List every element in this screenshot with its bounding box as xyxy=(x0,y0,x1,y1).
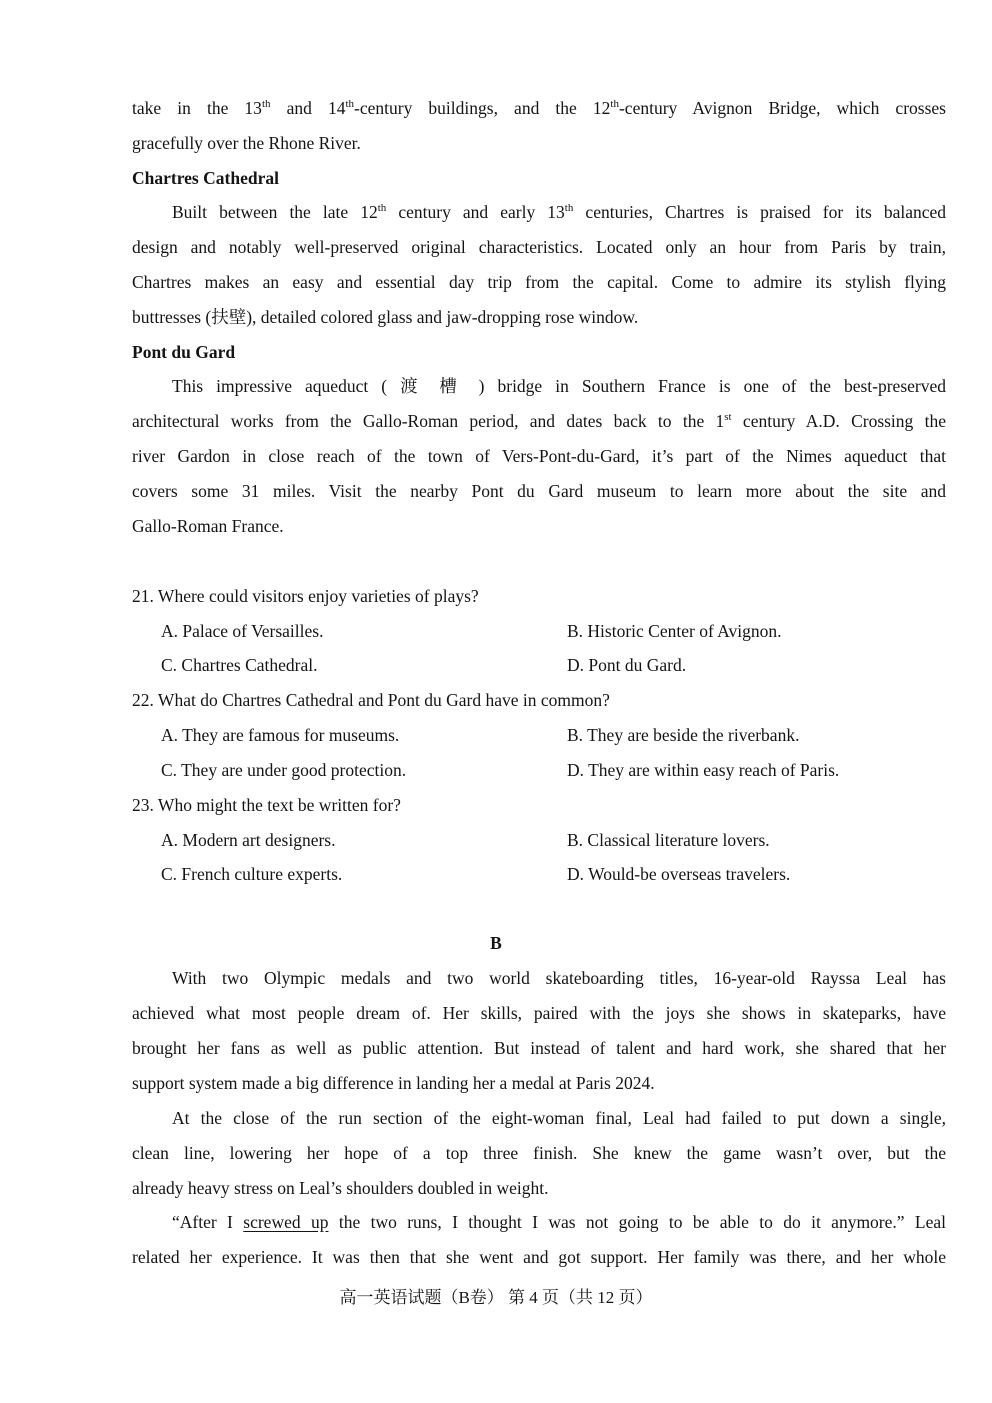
pont-line xyxy=(132,410,946,432)
chartres-line xyxy=(172,201,946,223)
text-run: century A.D. Crossing the xyxy=(731,411,946,431)
option-d: D. They are within easy reach of Paris. xyxy=(567,760,840,780)
text-run: Built between the late 12 xyxy=(172,202,378,222)
passage-b-line: support system made a big difference in landing her a medal at Paris 2024. xyxy=(132,1073,655,1093)
passage-a-line: gracefully over the Rhone River. xyxy=(132,133,361,153)
option-c: C. They are under good protection. xyxy=(161,760,407,780)
option-b: B. Classical literature lovers. xyxy=(567,830,770,850)
text-run: century and early 13 xyxy=(386,202,565,222)
pont-line: This impressive aqueduct ( 渡 槽 ) bridge in Southern France is one of the best-preserved xyxy=(172,376,946,396)
option-c: C. French culture experts. xyxy=(161,864,343,884)
superscript: th xyxy=(610,98,619,111)
underlined-phrase: screwed up xyxy=(243,1212,329,1232)
text-run: -century Avignon Bridge, which crosses xyxy=(618,98,946,118)
pont-line: covers some 31 miles. Visit the nearby Pont du Gard museum to learn more about the site and xyxy=(132,481,946,501)
option-a: A. They are famous for museums. xyxy=(161,725,400,745)
text-run: -century buildings, and the 12 xyxy=(354,98,611,118)
option-b: B. They are beside the riverbank. xyxy=(567,725,800,745)
option-d: D. Pont du Gard. xyxy=(567,655,687,675)
passage-b-line: achieved what most people dream of. Her skills, paired with the joys she shows in skateparks, have xyxy=(132,1003,946,1023)
pont-line: river Gardon in close reach of the town of Vers-Pont-du-Gard, it’s part of the Nimes aqueduct that xyxy=(132,446,946,466)
option-a: A. Modern art designers. xyxy=(161,830,336,850)
passage-b-line: already heavy stress on Leal’s shoulders doubled in weight. xyxy=(132,1178,549,1198)
passage-b-line: At the close of the run section of the eight-woman final, Leal had failed to put down a single, xyxy=(172,1108,946,1128)
passage-a-line xyxy=(132,97,946,119)
text-run: take in the 13 xyxy=(132,98,262,118)
text-run: centuries, Chartres is praised for its balanced xyxy=(573,202,946,222)
chartres-line: design and notably well-preserved original characteristics. Located only an hour from Paris by train, xyxy=(132,237,946,257)
pont-line: Gallo-Roman France. xyxy=(132,516,284,536)
chartres-line: Chartres makes an easy and essential day trip from the capital. Come to admire its stylish flying xyxy=(132,272,946,292)
section-heading-pont-du-gard: Pont du Gard xyxy=(132,342,236,362)
text-run: architectural works from the Gallo-Roman period, and dates back to the 1 xyxy=(132,411,725,431)
passage-b-line: brought her fans as well as public attention. But instead of talent and hard work, she shared that her xyxy=(132,1038,946,1058)
option-a: A. Palace of Versailles. xyxy=(161,621,324,641)
chartres-line: buttresses (扶壁), detailed colored glass and jaw-dropping rose window. xyxy=(132,307,639,327)
question-stem: 23. Who might the text be written for? xyxy=(132,795,401,815)
superscript: st xyxy=(724,411,732,424)
superscript: th xyxy=(564,202,574,215)
option-b: B. Historic Center of Avignon. xyxy=(567,621,782,641)
text-run: the two runs, I thought I was not going to be able to do it anymore.” Leal xyxy=(328,1212,947,1232)
passage-b-line: With two Olympic medals and two world skateboarding titles, 16-year-old Rayssa Leal has xyxy=(172,968,946,988)
question-stem: 21. Where could visitors enjoy varieties of plays? xyxy=(132,586,479,606)
passage-b-line: related her experience. It was then that she went and got support. Her family was there, and her whole xyxy=(132,1247,946,1267)
text-run: and 14 xyxy=(270,98,346,118)
text-run: “After I xyxy=(172,1212,244,1232)
passage-b-line xyxy=(172,1211,946,1233)
passage-b-line: clean line, lowering her hope of a top three finish. She knew the game wasn’t over, but the xyxy=(132,1143,946,1163)
superscript: th xyxy=(377,202,387,215)
superscript: th xyxy=(261,98,271,111)
option-d: D. Would-be overseas travelers. xyxy=(567,864,791,884)
section-heading-chartres: Chartres Cathedral xyxy=(132,168,279,188)
superscript: th xyxy=(345,98,355,111)
option-c: C. Chartres Cathedral. xyxy=(161,655,318,675)
page-footer: 高一英语试题（B卷） 第 4 页（共 12 页） xyxy=(339,1288,653,1307)
section-label-b: B xyxy=(490,933,502,953)
question-stem: 22. What do Chartres Cathedral and Pont du Gard have in common? xyxy=(132,690,610,710)
